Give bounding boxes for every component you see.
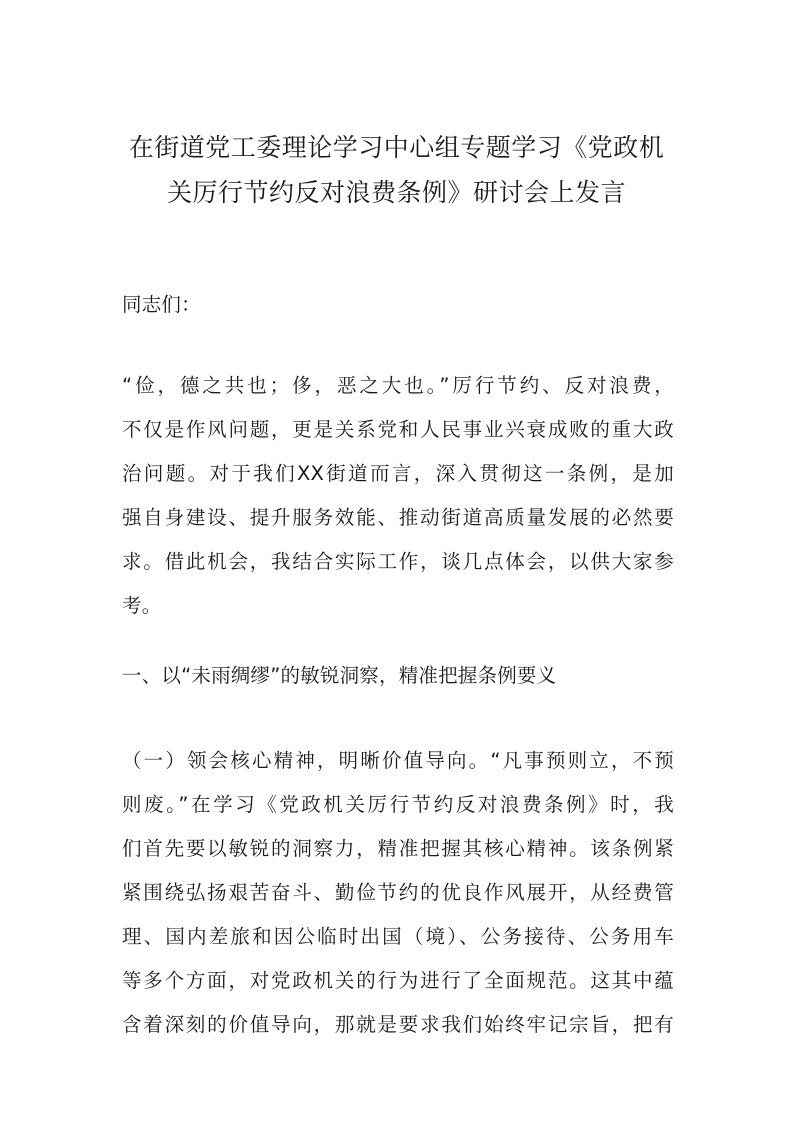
section-1-paragraph-line: 们首先要以敏锐的洞察力，精准把握其核心精神。该条例紧 [122,837,674,860]
document-title-line-2: 关厉行节约反对浪费条例》研讨会上发言 [166,178,626,207]
intro-line: 考。 [122,594,162,617]
intro-line: 求。借此机会，我结合实际工作，谈几点体会，以供大家参 [122,550,674,573]
section-1-paragraph-line: 等多个方面，对党政机关的行为进行了全面规范。这其中蕴 [122,969,674,992]
intro-line: 治问题。对于我们XX街道而言，深入贯彻这一条例，是加 [122,462,674,485]
section-1-paragraph-line: 紧围绕弘扬艰苦奋斗、勤俭节约的优良作风展开，从经费管 [122,881,674,904]
intro-line: “俭，德之共也；侈，恶之大也。”厉行节约、反对浪费， [122,374,674,397]
section-1-paragraph-line: 理、国内差旅和因公临时出国（境）、公务接待、公务用车 [122,925,674,948]
section-1-paragraph-line: （一）领会核心精神，明晰价值导向。“凡事预则立，不预 [122,749,674,772]
document-title-line-1: 在街道党工委理论学习中心组专题学习《党政机 [128,133,665,162]
section-1-heading: 一、以“未雨绸缪”的敏锐洞察，精准把握条例要义 [122,664,557,687]
section-1-paragraph-line: 含着深刻的价值导向，那就是要求我们始终牢记宗旨，把有 [122,1013,674,1036]
greeting: 同志们： [122,293,201,316]
section-1-paragraph-line: 则废。”在学习《党政机关厉行节约反对浪费条例》时，我 [122,793,674,816]
intro-line: 强自身建设、提升服务效能、推动街道高质量发展的必然要 [122,506,674,529]
intro-line: 不仅是作风问题，更是关系党和人民事业兴衰成败的重大政 [122,418,674,441]
